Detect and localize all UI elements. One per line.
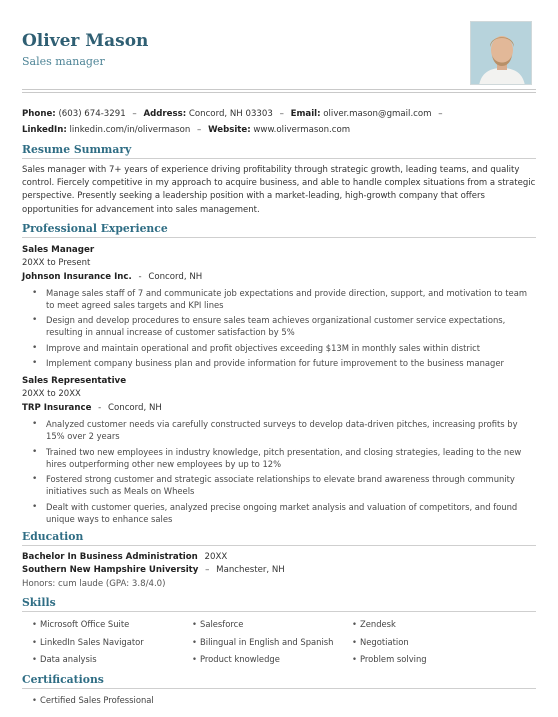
skill-item: • Zendesk bbox=[352, 616, 512, 633]
school-name: Southern New Hampshire University bbox=[22, 565, 199, 576]
job-location: Concord, NH bbox=[107, 403, 162, 414]
education-heading: Education bbox=[22, 530, 536, 546]
skill-item: • Product knowledge bbox=[192, 651, 352, 668]
job-entry bbox=[22, 244, 536, 370]
contact-separator: – bbox=[197, 125, 202, 135]
job-dates: 20XX to Present bbox=[22, 257, 91, 268]
website-value[interactable]: www.olivermason.com bbox=[253, 125, 351, 135]
phone-value: (603) 674-3291 bbox=[58, 109, 126, 119]
job-bullet: • Manage sales staff of 7 and communicate job expectations and provide direction, support, and motivation to team to meet agreed sales targets and KPI lines bbox=[46, 287, 536, 311]
job-bullet: • Improve and maintain operational and profit objectives exceeding $13M in monthly sales within district bbox=[46, 342, 536, 354]
job-bullet: • Trained two new employees in industry knowledge, pitch presentation, and closing strategies, leading to the new hires outperforming other new employees by up to 12% bbox=[46, 446, 536, 470]
linkedin-value[interactable]: linkedin.com/in/olivermason bbox=[69, 125, 191, 135]
honors: Honors: cum laude (GPA: 3.8/4.0) bbox=[22, 578, 166, 589]
job-bullets bbox=[22, 418, 536, 525]
address-label: Address: bbox=[143, 109, 187, 119]
skill-item: • Problem solving bbox=[352, 651, 512, 668]
job-bullets bbox=[22, 287, 536, 370]
address-value: Concord, NH 03303 bbox=[188, 109, 273, 119]
skill-item: • Microsoft Office Suite bbox=[32, 616, 192, 633]
job-company: Johnson Insurance Inc. bbox=[22, 271, 132, 282]
certification-item: • Certified Sales Professional bbox=[32, 694, 536, 707]
job-bullet: • Fostered strong customer and strategic associate relationships to elevate brand awareness through community initiatives such as Meals on Wheels bbox=[46, 473, 536, 497]
skill-item: • Negotiation bbox=[352, 634, 512, 651]
email-label: Email: bbox=[290, 109, 321, 119]
contact-separator: – bbox=[438, 109, 443, 119]
job-bullet: • Design and develop procedures to ensure sales team achieves organizational customer service expectations, resulting in annual increase of customer satisfaction by 5% bbox=[46, 314, 536, 338]
job-bullet: • Dealt with customer queries, analyzed precise ongoing market analysis and valuation of competitors, and found unique ways to enhance sales bbox=[46, 501, 536, 525]
job-location: Concord, NH bbox=[148, 271, 203, 282]
job-bullet: • Analyzed customer needs via carefully constructed surveys to develop data-driven pitches, increasing profits by 15% over 2 years bbox=[46, 418, 536, 442]
job-bullet: • Implement company business plan and provide information for future improvement to the business manager bbox=[46, 357, 536, 369]
linkedin-label: LinkedIn: bbox=[22, 125, 67, 135]
profile-photo bbox=[470, 21, 532, 85]
job-entry bbox=[22, 375, 536, 525]
email-value[interactable]: oliver.mason@gmail.com bbox=[323, 109, 432, 119]
job-title: Sales Manager bbox=[22, 244, 95, 255]
candidate-name: Oliver Mason bbox=[22, 31, 149, 51]
school-separator: – bbox=[205, 565, 210, 576]
contact-separator: – bbox=[132, 109, 137, 119]
company-separator: - bbox=[98, 403, 102, 414]
skills-list bbox=[22, 616, 536, 668]
skill-item: • Data analysis bbox=[32, 651, 192, 668]
skill-item: • Salesforce bbox=[192, 616, 352, 633]
school-location: Manchester, NH bbox=[216, 565, 285, 576]
summary-text: Sales manager with 7+ years of experience driving profitability through strategic growth, leading teams, and quality control. Fiercely competitive in my approach to acquire business, and able to handle complex situations from a strategic perspective. Presently seeking a leadership position with a market-leading, high-growth company that offers opportunities for advancement into sales management. bbox=[22, 165, 536, 215]
job-company: TRP Insurance bbox=[22, 403, 92, 414]
candidate-title: Sales manager bbox=[22, 55, 105, 68]
contact-info bbox=[22, 106, 536, 138]
education-entry bbox=[22, 551, 536, 592]
resume-header bbox=[22, 0, 536, 98]
phone-label: Phone: bbox=[22, 109, 56, 119]
job-dates: 20XX to 20XX bbox=[22, 389, 81, 400]
degree: Bachelor In Business Administration bbox=[22, 551, 198, 562]
graduation-year: 20XX bbox=[204, 551, 228, 562]
certifications-list bbox=[22, 694, 536, 707]
job-title: Sales Representative bbox=[22, 376, 127, 387]
experience-heading: Professional Experience bbox=[22, 222, 536, 238]
skill-item: • LinkedIn Sales Navigator bbox=[32, 634, 192, 651]
certifications-heading: Certifications bbox=[22, 673, 536, 689]
skill-item: • Bilingual in English and Spanish bbox=[192, 634, 352, 651]
person-photo-icon bbox=[471, 22, 532, 85]
header-divider bbox=[22, 89, 536, 93]
website-label: Website: bbox=[208, 125, 251, 135]
job-company-line bbox=[22, 401, 536, 415]
company-separator: - bbox=[138, 271, 142, 282]
skills-heading: Skills bbox=[22, 596, 536, 612]
contact-separator: – bbox=[279, 109, 284, 119]
job-company-line bbox=[22, 270, 536, 284]
summary-heading: Resume Summary bbox=[22, 143, 536, 159]
